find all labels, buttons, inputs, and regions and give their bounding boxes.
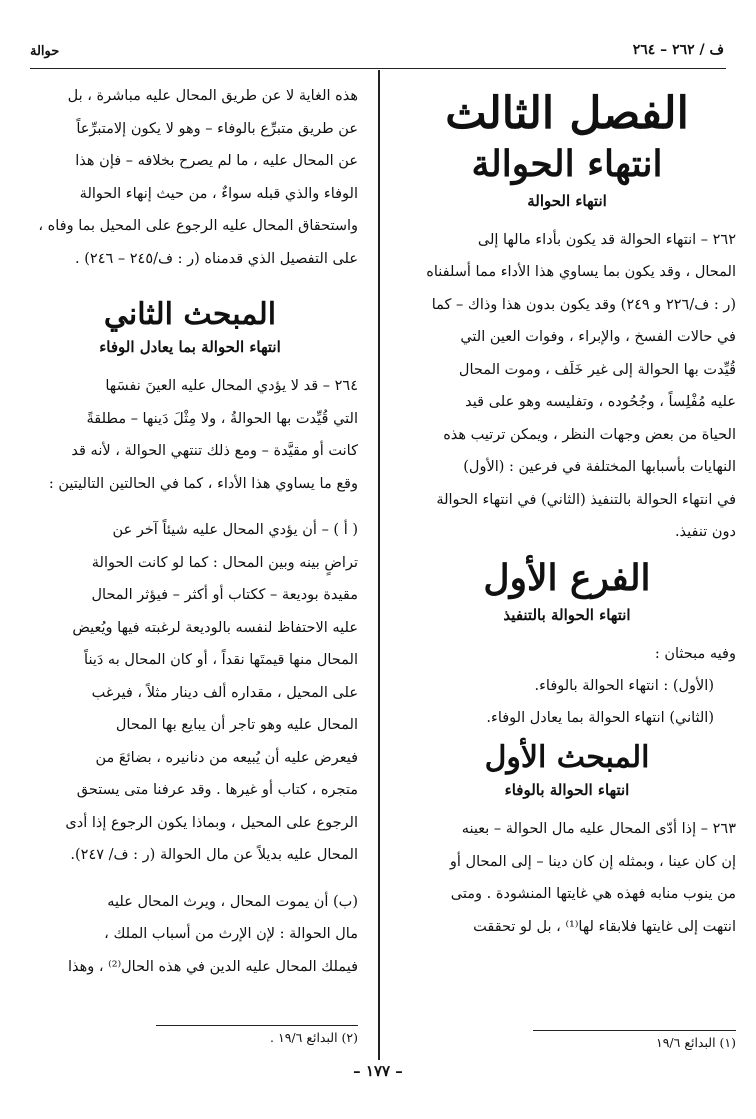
chapter-subtitle: انتهاء الحوالة <box>471 143 663 185</box>
text-line: قُيِّدت بها الحوالة إلى غير خَلَف ، وموت المحال <box>458 361 736 378</box>
text-line: (ر : ف/٢٢٦ و ٢٤٩) وقد يكون بدون هذا وذاك – كما <box>431 296 736 313</box>
paragraph-a <box>22 514 358 872</box>
footnote-1: (١) البدائع ١٩/٦ <box>655 1035 736 1050</box>
text-line: النهايات بأسبابها المختلفة في فرعين : (الأول) <box>463 459 736 476</box>
text-line: دون تنفيذ. <box>674 524 736 541</box>
text-line: متجره ، كتاب أو غيرها . وقد عرفنا متى يستحق <box>76 782 358 798</box>
header-title: حوالة <box>30 44 60 59</box>
text-line: هذه الغاية لا عن طريق المحال عليه مباشرة ، بل <box>67 88 358 104</box>
text-line: واستحقاق المحال عليه الرجوع على المحيل بما وفاه ، <box>38 218 358 234</box>
right-column <box>398 80 736 943</box>
branch-title: الفرع الأول <box>483 556 651 599</box>
section-one-title: المبحث الأول <box>484 740 650 776</box>
text-line: عن المحال عليه ، ما لم يصرح بخلافه – فإن هذا <box>75 153 358 169</box>
text-line: التي قُيِّدت بها الحوالةُ ، ولا مِثْلَ دَينها – مطلقةً <box>86 410 358 427</box>
text-line: إن كان عينا ، وبمثله إن كان دينا – إلى المحال أو <box>449 853 736 870</box>
text-line: مقيدة بوديعة – ككتاب أو أكثر – فيؤثر المحال <box>91 587 358 603</box>
running-header <box>30 38 726 69</box>
text-line: ٢٦٢ – انتهاء الحوالة قد يكون بأداء مالها إلى <box>477 231 736 248</box>
text-line: عليه الاحتفاظ لنفسه بالوديعة لرغبته فيها ويُعيض <box>72 619 358 636</box>
text-line: من ينوب منابه فهذه هي غايتها المنشودة . ومتى <box>450 886 736 903</box>
text-line: في حالات الفسخ ، والإبراء ، وفوات العين التي <box>460 329 736 346</box>
text-line: عليه مُفْلِساً ، وجُحُوده ، وتفليسه وهو على قيد <box>465 394 736 411</box>
spacer <box>22 500 358 514</box>
section-two-caption: انتهاء الحوالة بما يعادل الوفاء <box>99 338 281 356</box>
text-line: كانت أو مقيَّدة – ومع ذلك تنتهي الحوالة ، لأنه قد <box>71 443 358 459</box>
branch-intro: وفيه مبحثان : <box>654 645 736 662</box>
chapter-title: الفصل الثالث <box>445 88 689 139</box>
text-line: الوفاء والذي قبله سواءٌ ، من حيث إنهاء الحوالة <box>79 185 358 202</box>
text-line: انتهت إلى غايتها فلابقاء لها⁽¹⁾ ، بل لو تحققت <box>473 918 736 935</box>
paragraph-264 <box>22 370 358 500</box>
paragraph-continued <box>22 80 358 275</box>
text-line: في انتهاء الحوالة بالتنفيذ (الثاني) في انتهاء الحوالة <box>436 491 736 508</box>
spacer <box>22 872 358 886</box>
text-line: فيملك المحال عليه الدين في هذه الحال⁽²⁾ ، وهذا <box>67 958 358 975</box>
text-line: المحال منها قيمتَها نقداً ، أو كان المحال به دَيناً <box>84 652 358 668</box>
text-line: الحياة من بعض وجهات النظر ، ويمكن ترتيب هذه <box>443 426 736 443</box>
branch-item-first: (الأول) : انتهاء الحوالة بالوفاء. <box>534 678 714 695</box>
text-line: الرجوع على المحيل ، وبماذا يكون الرجوع إذا أدى <box>65 814 358 831</box>
text-line: مال الحوالة : لإن الإرث من أسباب الملك ، <box>104 926 358 942</box>
text-line: المحال عليه وهو تاجر أن يبايع بها المحال <box>115 717 358 733</box>
text-line: (ب) أن يموت المحال ، ويرث المحال عليه <box>107 893 358 910</box>
text-line: ( أ ) – أن يؤدي المحال عليه شيئاً آخر عن <box>112 522 358 538</box>
branch-item-second: (الثاني) انتهاء الحوالة بما يعادل الوفاء. <box>486 710 714 727</box>
text-line: وقع ما يساوي هذا الأداء ، كما في الحالتين التاليتين : <box>48 475 358 492</box>
column-divider <box>378 70 380 1060</box>
section-two-title: المبحث الثاني <box>103 297 277 332</box>
page-number: – ١٧٧ – <box>353 1062 403 1080</box>
header-section-ref: ف / ٢٦٢ – ٢٦٤ <box>632 42 724 58</box>
text-line: فيعرض عليه أن يُبيعه من دنانيره ، بضائعَ من <box>95 749 358 766</box>
text-line: تراضٍ بينه وبين المحال : كما لو كانت الحوالة <box>91 554 358 571</box>
left-column <box>22 80 358 983</box>
branch-caption: انتهاء الحوالة بالتنفيذ <box>503 605 631 624</box>
chapter-caption: انتهاء الحوالة <box>527 191 607 210</box>
text-line: المحال عليه بديلاً عن مال الحوالة (ر : ف/ ٢٤٧). <box>70 847 358 863</box>
text-line: على التفصيل الذي قدمناه (ر : ف/٢٤٥ – ٢٤٦) . <box>75 250 358 267</box>
right-footnote-block <box>398 1020 736 1050</box>
section-one-caption: انتهاء الحوالة بالوفاء <box>504 781 630 800</box>
text-line: عن طريق متبرِّع بالوفاء – وهو لا يكون إلامتبرِّعاً <box>76 120 358 137</box>
paragraph-263 <box>398 813 736 943</box>
paragraph-b <box>22 886 358 984</box>
text-line: المحال ، وقد يكون بما يساوي هذا الأداء مما أسلفناه <box>426 264 736 281</box>
footnote-2: (٢) البدائع ١٩/٦ . <box>270 1030 358 1045</box>
text-line: على المحيل ، مقداره ألف دينار مثلاً ، فيرغب <box>91 684 358 701</box>
text-line: ٢٦٣ – إذا أدّى المحال عليه مال الحوالة – بعينه <box>461 821 736 838</box>
paragraph-262 <box>398 224 736 549</box>
text-line: ٢٦٤ – قد لا يؤدي المحال عليه العينَ نفسَها <box>105 378 358 394</box>
left-footnote-block <box>22 1015 358 1045</box>
